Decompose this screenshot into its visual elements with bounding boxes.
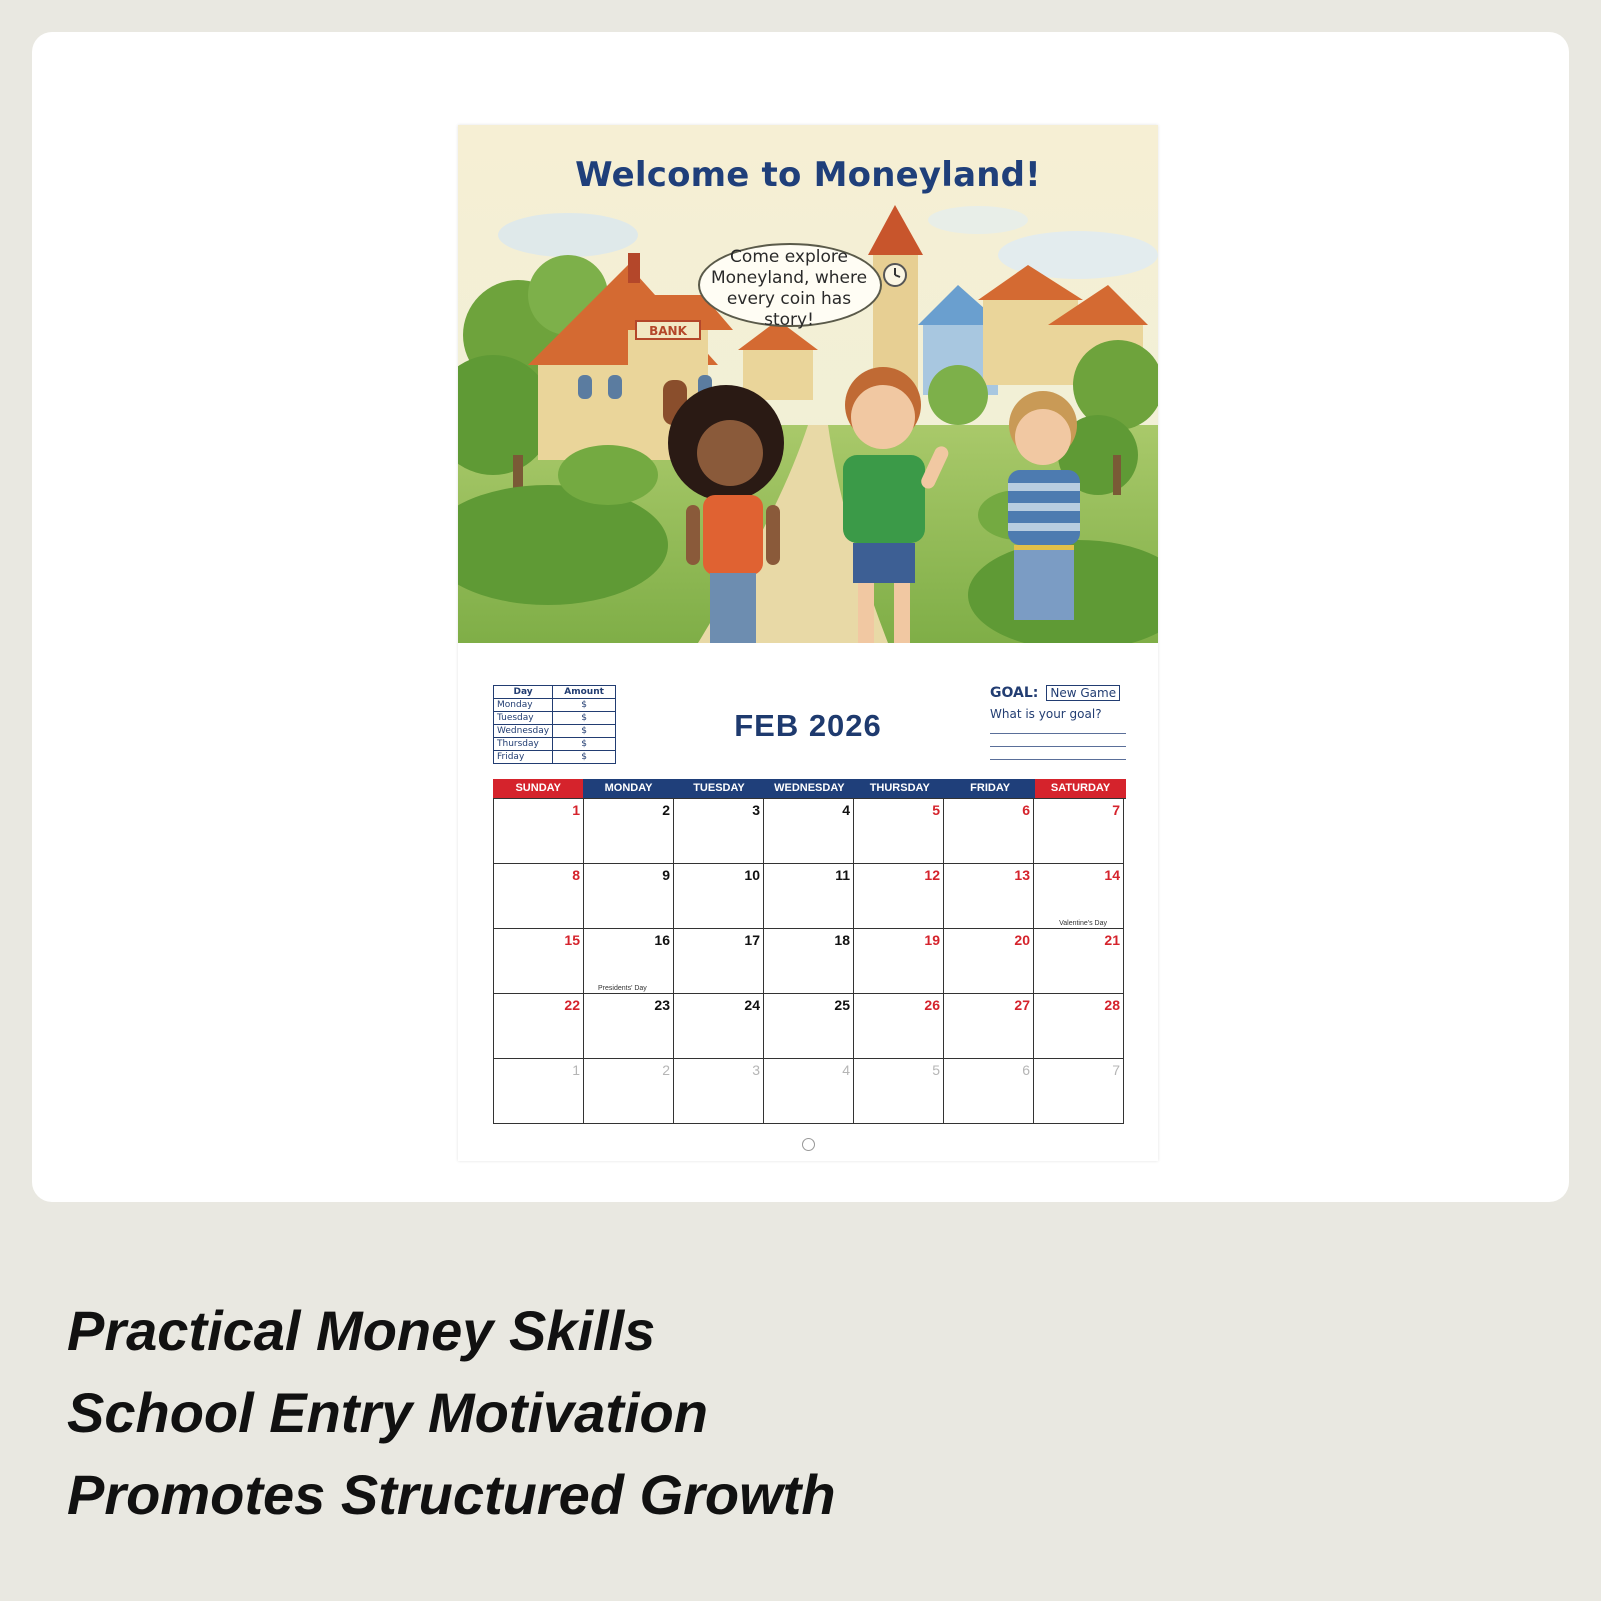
moneyland-scene-image	[458, 125, 1158, 643]
day-number: 12	[924, 867, 940, 883]
calendar-grid	[493, 779, 1126, 1124]
day-number: 14	[1104, 867, 1120, 883]
day-cell	[764, 929, 854, 994]
day-number: 25	[834, 997, 850, 1013]
tracker-amount: $	[553, 751, 616, 764]
day-cell	[944, 799, 1034, 864]
product-card	[32, 32, 1569, 1202]
day-number: 1	[572, 1062, 580, 1078]
tracker-amount: $	[553, 725, 616, 738]
day-number: 1	[572, 802, 580, 818]
bank-sign: BANK	[649, 324, 687, 338]
tracker-day: Wednesday	[494, 725, 553, 738]
day-cell	[764, 994, 854, 1059]
feature-captions	[67, 1290, 836, 1536]
day-cell	[854, 929, 944, 994]
day-cell	[584, 929, 674, 994]
tracker-day: Friday	[494, 751, 553, 764]
day-cell	[1034, 864, 1124, 929]
goal-label: GOAL:	[990, 685, 1039, 701]
day-number: 21	[1104, 932, 1120, 948]
day-cell	[1034, 929, 1124, 994]
goal-line	[990, 747, 1126, 760]
weekday-wednesday: WEDNESDAY	[764, 779, 854, 798]
tracker-header-day: Day	[494, 686, 553, 699]
weekday-thursday: THURSDAY	[855, 779, 945, 798]
tracker-amount: $	[553, 699, 616, 712]
day-number: 16	[654, 932, 670, 948]
week-row	[494, 799, 1126, 864]
weekday-tuesday: TUESDAY	[674, 779, 764, 798]
tracker-amount: $	[553, 712, 616, 725]
day-cell	[494, 1059, 584, 1124]
weekday-sunday: SUNDAY	[493, 779, 583, 798]
day-cell	[944, 864, 1034, 929]
day-cell	[584, 799, 674, 864]
caption-money-skills: Practical Money Skills	[67, 1299, 656, 1362]
day-cell	[764, 864, 854, 929]
tracker-day: Thursday	[494, 738, 553, 751]
day-number: 19	[924, 932, 940, 948]
holiday-note-presidents: Presidents' Day	[598, 985, 647, 992]
day-number: 17	[744, 932, 760, 948]
day-number: 11	[835, 867, 850, 883]
weekday-saturday: SATURDAY	[1035, 779, 1125, 798]
week-row	[494, 929, 1126, 994]
day-number: 26	[924, 997, 940, 1013]
day-number: 2	[662, 802, 670, 818]
holiday-note-valentines: Valentine's Day	[1059, 920, 1107, 927]
day-number: 18	[834, 932, 850, 948]
day-number: 7	[1112, 802, 1120, 818]
day-cell	[494, 929, 584, 994]
tracker-day: Tuesday	[494, 712, 553, 725]
day-number: 7	[1112, 1062, 1120, 1078]
day-cell	[764, 1059, 854, 1124]
calendar-weeks	[493, 798, 1126, 1124]
day-number: 23	[654, 997, 670, 1013]
day-cell	[674, 929, 764, 994]
day-number: 6	[1022, 802, 1030, 818]
day-cell	[674, 1059, 764, 1124]
day-number: 8	[572, 867, 580, 883]
calendar-sheet	[458, 125, 1158, 1161]
day-number: 22	[564, 997, 580, 1013]
caption-structured-growth: Promotes Structured Growth	[67, 1463, 836, 1526]
day-number: 9	[662, 867, 670, 883]
day-number: 28	[1104, 997, 1120, 1013]
day-number: 3	[752, 802, 760, 818]
day-number: 27	[1014, 997, 1030, 1013]
day-cell	[584, 864, 674, 929]
day-number: 15	[564, 932, 580, 948]
day-cell	[854, 994, 944, 1059]
day-number: 4	[842, 1062, 850, 1078]
month-title: FEB 2026	[734, 708, 882, 743]
day-cell	[494, 994, 584, 1059]
day-cell	[764, 799, 854, 864]
hanging-hole-bottom	[802, 1138, 815, 1151]
goal-question: What is your goal?	[990, 707, 1102, 721]
day-number: 4	[842, 802, 850, 818]
day-number: 6	[1022, 1062, 1030, 1078]
day-cell	[584, 1059, 674, 1124]
caption-school-motivation: School Entry Motivation	[67, 1381, 708, 1444]
tracker-day: Monday	[494, 699, 553, 712]
day-cell	[944, 1059, 1034, 1124]
day-number: 20	[1014, 932, 1030, 948]
illustration-title: Welcome to Moneyland!	[575, 155, 1041, 195]
day-cell	[674, 864, 764, 929]
day-cell	[674, 994, 764, 1059]
day-cell	[674, 799, 764, 864]
day-number: 24	[744, 997, 760, 1013]
day-cell	[494, 864, 584, 929]
weekday-header-row	[493, 779, 1126, 798]
day-cell	[1034, 994, 1124, 1059]
speech-bubble-text: Come explore Moneyland, where every coin has story!	[710, 247, 868, 330]
goal-line	[990, 734, 1126, 747]
tracker-header-amount: Amount	[553, 686, 616, 699]
day-number: 5	[932, 802, 940, 818]
day-cell	[854, 799, 944, 864]
weekday-friday: FRIDAY	[945, 779, 1035, 798]
weekday-monday: MONDAY	[583, 779, 673, 798]
week-row	[494, 994, 1126, 1059]
day-number: 10	[744, 867, 760, 883]
day-cell	[1034, 799, 1124, 864]
day-cell	[854, 1059, 944, 1124]
tracker-amount: $	[553, 738, 616, 751]
day-number: 5	[932, 1062, 940, 1078]
day-number: 13	[1014, 867, 1030, 883]
calendar-illustration	[458, 125, 1158, 643]
week-row	[494, 864, 1126, 929]
goal-value: New Game	[1046, 685, 1120, 701]
goal-line	[990, 721, 1126, 734]
day-cell	[1034, 1059, 1124, 1124]
day-cell	[584, 994, 674, 1059]
day-cell	[944, 929, 1034, 994]
day-cell	[854, 864, 944, 929]
day-number: 3	[752, 1062, 760, 1078]
day-cell	[944, 994, 1034, 1059]
week-row	[494, 1059, 1126, 1124]
goal-section	[990, 682, 1130, 760]
day-number: 2	[662, 1062, 670, 1078]
day-cell	[494, 799, 584, 864]
